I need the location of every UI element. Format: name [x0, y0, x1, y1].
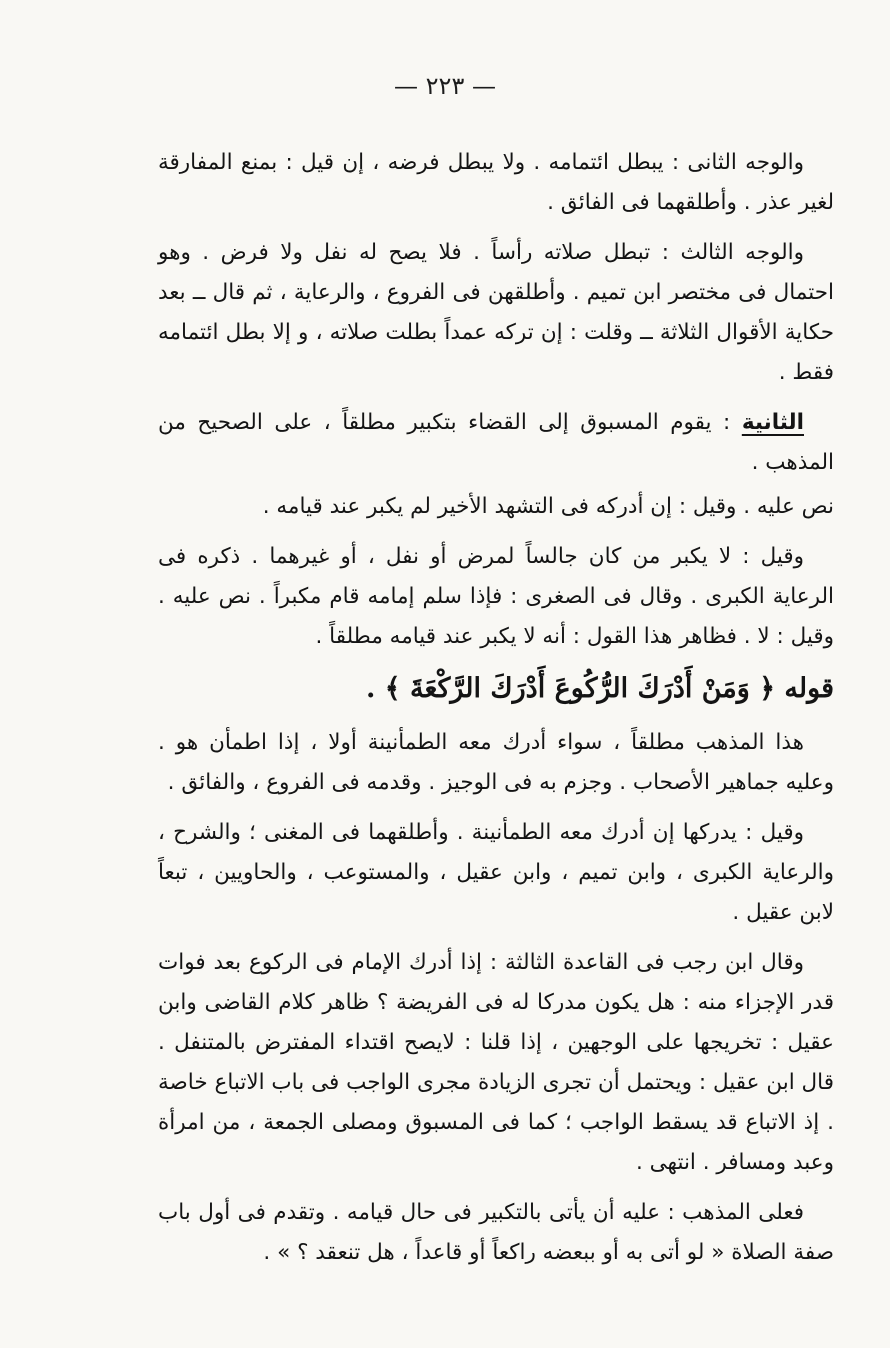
paragraph-3: [158, 403, 834, 483]
paragraph-6: هذا المذهب مطلقاً ، سواء أدرك معه الطمأنينة أولا ، إذا اطمأن هو . وعليه جماهير الأصحاب . وجزم به فى الوجيز . وقدمه فى الفروع ، والفائق .: [158, 730, 834, 795]
paragraph-2: والوجه الثالث : تبطل صلاته رأساً . فلا يصح له نفل ولا فرض . وهو احتمال فى مختصر ابن تميم . وأطلقهن فى الفروع ، والرعاية ، ثم قال ــ بعد حكاية الأقوال الثلاثة ــ وقلت : إن تركه عمداً بطلت صلاته ، و إلا بطل ائتمامه فقط .: [158, 240, 834, 385]
paragraph-8: وقال ابن رجب فى القاعدة الثالثة : إذا أدرك الإمام فى الركوع بعد فوات قدر الإجزاء منه : هل يكون مدركا له فى الفريضة ؟ ظاهر كلام القاضى وابن عقيل : تخريجها على الوجهين ، إذا قلنا : لايصح اقتداء المفترض بالمتنفل . قال ابن عقيل : ويحتمل أن تجرى الزيادة مجرى الواجب فى باب الاتباع خاصة . إذ الاتباع قد يسقط الواجب ؛ كما فى المسبوق ومصلى الجمعة ، من امرأة وعبد ومسافر . انتهى .: [158, 950, 834, 1175]
quoted-heading: قوله ﴿ وَمَنْ أَدْرَكَ الرُّكُوعَ أَدْرَكَ الرَّكْعَةَ ﴾ .: [365, 673, 834, 704]
page-number: — ٢٢٣ —: [394, 72, 496, 100]
paragraph-9: فعلى المذهب : عليه أن يأتى بالتكبير فى حال قيامه . وتقدم فى أول باب صفة الصلاة « لو أتى به أو ببعضه راكعاً أو قاعداً ، هل تنعقد ؟ » .: [158, 1200, 834, 1265]
paragraph-7: وقيل : يدركها إن أدرك معه الطمأنينة . وأطلقهما فى المغنى ؛ والشرح ، والرعاية الكبرى ، وابن تميم ، وابن عقيل ، والمستوعب ، والحاويين ، تبعاً لابن عقيل .: [158, 820, 834, 925]
paragraph-3-text: : يقوم المسبوق إلى القضاء بتكبير مطلقاً ، على الصحيح من المذهب .: [158, 410, 834, 475]
paragraph-4: نص عليه . وقيل : إن أدركه فى التشهد الأخير لم يكبر عند قيامه .: [262, 494, 834, 519]
page-body: [158, 143, 834, 1283]
paragraph-5: وقيل : لا يكبر من كان جالساً لمرض أو نفل ، أو غيرهما . ذكره فى الرعاية الكبرى . وقال فى الصغرى : فإذا سلم إمامه قام مكبراً . نص عليه . وقيل : لا . فظاهر هذا القول : أنه لا يكبر عند قيامه مطلقاً .: [158, 544, 834, 649]
paragraph-1: والوجه الثانى : يبطل ائتمامه . ولا يبطل فرضه ، إن قيل : بمنع المفارقة لغير عذر . وأطلقهما فى الفائق .: [158, 150, 834, 215]
section-lead-word: الثانية: [741, 410, 804, 435]
